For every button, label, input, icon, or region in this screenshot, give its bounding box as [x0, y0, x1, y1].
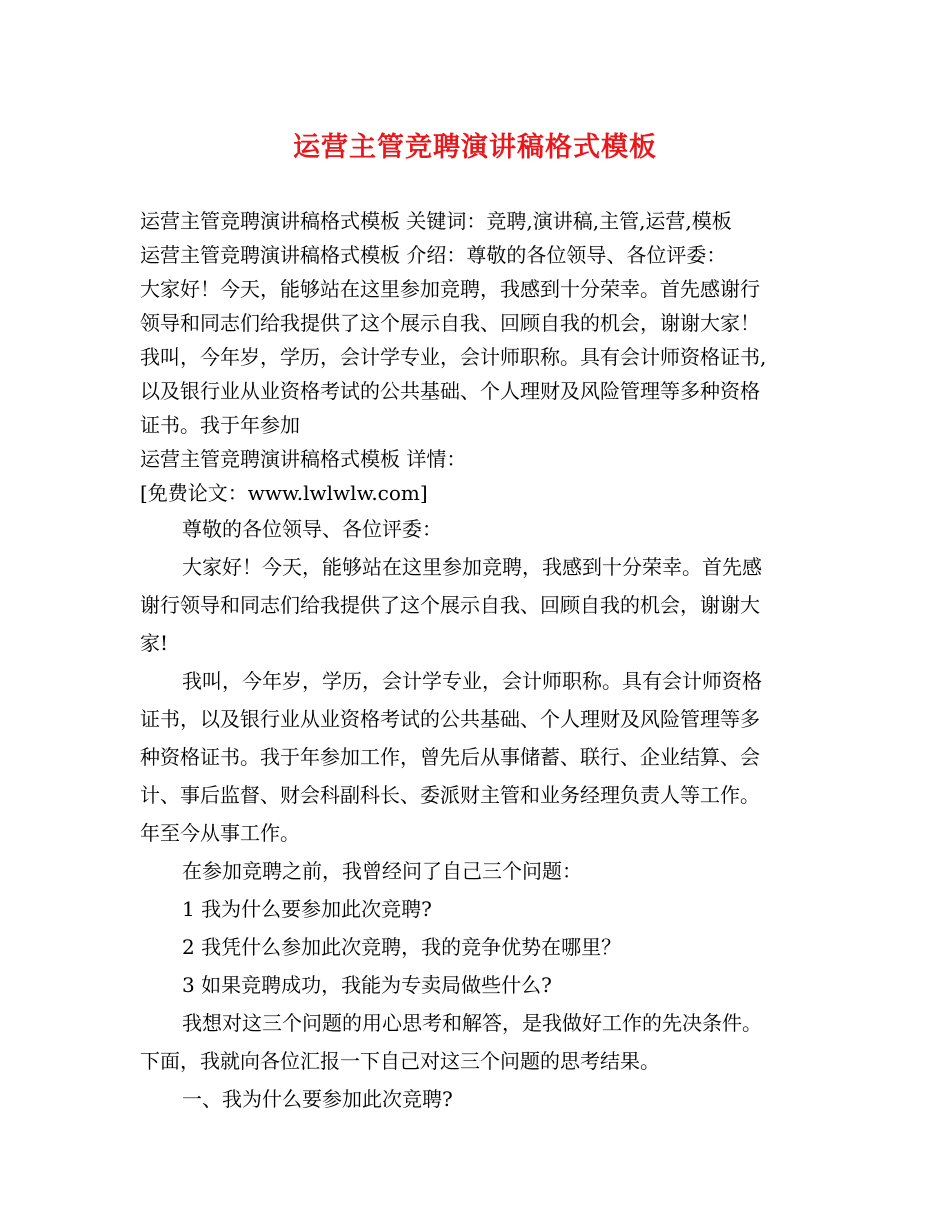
body-line: 尊敬的各位领导、各位评委： [182, 517, 442, 541]
header-line-keywords: 运营主管竞聘演讲稿格式模板 关键词：竞聘,演讲稿,主管,运营,模板 [140, 209, 732, 233]
header-line: 以及银行业从业资格考试的公共基础、个人理财及风险管理等多种资格 [140, 379, 760, 403]
document-content [140, 204, 820, 1116]
body-line: 3 如果竞聘成功，我能为专卖局做些什么? [182, 973, 552, 997]
body-line: 证书，以及银行业从业资格考试的公共基础、个人理财及风险管理等多 [140, 707, 760, 731]
body-line: 2 我凭什么参加此次竞聘，我的竞争优势在哪里？ [182, 935, 622, 959]
body-line: 大家好！今天，能够站在这里参加竞聘，我感到十分荣幸。首先感 [182, 555, 762, 579]
body-line: 家! [140, 631, 169, 655]
header-line-intro: 运营主管竞聘演讲稿格式模板 介绍：尊敬的各位领导、各位评委： [140, 243, 727, 267]
body-line: 种资格证书。我于年参加工作，曾先后从事储蓄、联行、企业结算、会 [140, 745, 760, 769]
document-title: 运营主管竞聘演讲稿格式模板 [293, 132, 657, 163]
body-text [140, 512, 820, 1116]
body-line: 计、事后监督、财会科副科长、委派财主管和业务经理负责人等工作。 [140, 783, 760, 807]
header-line: 领导和同志们给我提供了这个展示自我、回顾自我的机会，谢谢大家！ [140, 311, 760, 335]
header-line: 大家好！今天，能够站在这里参加竞聘，我感到十分荣幸。首先感谢行 [140, 277, 760, 301]
header-line: 证书。我于年参加 [140, 413, 300, 437]
body-line: 在参加竞聘之前，我曾经问了自己三个问题： [182, 859, 582, 883]
header-line-details: 运营主管竞聘演讲稿格式模板 详情： [140, 447, 467, 471]
body-line: 我叫，今年岁，学历，会计学专业，会计师职称。具有会计师资格 [182, 669, 762, 693]
body-line: 谢行领导和同志们给我提供了这个展示自我、回顾自我的机会，谢谢大 [140, 593, 760, 617]
body-line: 年至今从事工作。 [140, 821, 300, 845]
header-line: 我叫，今年岁，学历，会计学专业，会计师职称。具有会计师资格证书, [140, 345, 767, 369]
body-line: 一、我为什么要参加此次竞聘? [182, 1087, 453, 1111]
body-line: 1 我为什么要参加此次竞聘? [182, 897, 432, 921]
body-line: 我想对这三个问题的用心思考和解答，是我做好工作的先决条件。 [182, 1011, 762, 1035]
header-line-source-link: [免费论文：www.lwlwlw.com] [140, 481, 428, 505]
body-line: 下面，我就向各位汇报一下自己对这三个问题的思考结果。 [140, 1049, 660, 1073]
